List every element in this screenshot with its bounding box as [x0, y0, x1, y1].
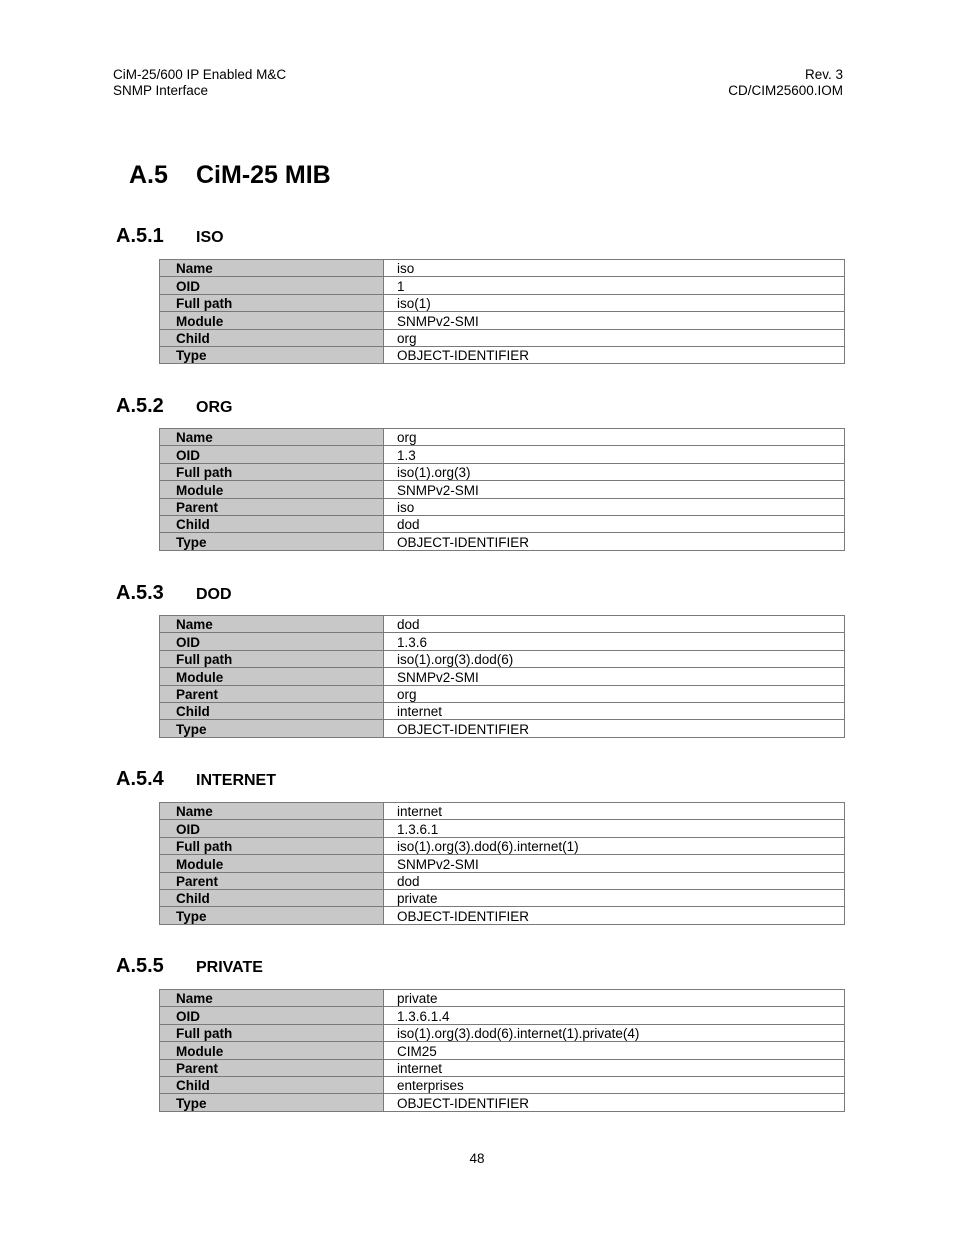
subsection-heading-dod	[116, 582, 232, 605]
row-value: OBJECT-IDENTIFIER	[384, 533, 845, 550]
subsection-title: PRIVATE	[196, 959, 263, 976]
row-value: 1	[384, 277, 845, 294]
row-value: 1.3	[384, 446, 845, 463]
header-document-title: CiM-25/600 IP Enabled M&C	[113, 67, 287, 82]
subsection-heading-iso	[116, 225, 224, 248]
subsection-title: ORG	[196, 399, 233, 416]
row-key: Parent	[160, 685, 384, 702]
mib-table-internet	[159, 802, 845, 925]
table-row	[160, 855, 845, 872]
header-right	[728, 67, 843, 99]
row-value: iso(1).org(3).dod(6).internet(1).private(4)	[384, 1024, 845, 1041]
row-key: Module	[160, 855, 384, 872]
table-row	[160, 668, 845, 685]
subsection-title: ISO	[196, 229, 224, 246]
table-row	[160, 329, 845, 346]
table-row	[160, 990, 845, 1007]
table-row	[160, 515, 845, 532]
row-key: Module	[160, 312, 384, 329]
row-key: Child	[160, 1076, 384, 1093]
table-row	[160, 1076, 845, 1093]
mib-table-org	[159, 428, 845, 551]
row-value: 1.3.6.1	[384, 820, 845, 837]
table-row	[160, 650, 845, 667]
table-row	[160, 1024, 845, 1041]
table-row	[160, 1094, 845, 1111]
row-value: SNMPv2-SMI	[384, 668, 845, 685]
section-heading	[129, 161, 331, 190]
row-key: Module	[160, 668, 384, 685]
row-key: Type	[160, 533, 384, 550]
table-row	[160, 616, 845, 633]
row-key: OID	[160, 277, 384, 294]
row-key: Full path	[160, 837, 384, 854]
row-value: enterprises	[384, 1076, 845, 1093]
row-value: org	[384, 685, 845, 702]
table-row	[160, 820, 845, 837]
row-value: SNMPv2-SMI	[384, 481, 845, 498]
row-value: dod	[384, 872, 845, 889]
row-key: Parent	[160, 498, 384, 515]
table-row	[160, 346, 845, 363]
row-key: OID	[160, 446, 384, 463]
table-row	[160, 1007, 845, 1024]
table-row	[160, 702, 845, 719]
section-number: A.5	[129, 161, 168, 189]
row-key: OID	[160, 820, 384, 837]
row-key: Type	[160, 907, 384, 924]
row-key: OID	[160, 1007, 384, 1024]
row-key: Name	[160, 429, 384, 446]
row-value: 1.3.6	[384, 633, 845, 650]
table-row	[160, 312, 845, 329]
header-revision: Rev. 3	[804, 67, 843, 82]
row-value: internet	[384, 1059, 845, 1076]
row-value: iso(1)	[384, 294, 845, 311]
row-key: Child	[160, 329, 384, 346]
row-key: Full path	[160, 650, 384, 667]
mib-table-private	[159, 989, 845, 1112]
row-value: private	[384, 990, 845, 1007]
row-value: private	[384, 889, 845, 906]
subsection-title: DOD	[196, 586, 232, 603]
subsection-heading-private	[116, 955, 263, 978]
section-title: CiM-25 MIB	[196, 161, 331, 189]
table-row	[160, 837, 845, 854]
row-value: CIM25	[384, 1042, 845, 1059]
subsection-number: A.5.1	[116, 225, 164, 247]
table-row	[160, 498, 845, 515]
row-key: Name	[160, 990, 384, 1007]
row-value: iso(1).org(3).dod(6)	[384, 650, 845, 667]
header-left	[113, 67, 286, 99]
row-key: Name	[160, 260, 384, 277]
subsection-number: A.5.4	[116, 768, 164, 790]
subsection-number: A.5.3	[116, 582, 164, 604]
row-value: OBJECT-IDENTIFIER	[384, 346, 845, 363]
row-value: org	[384, 329, 845, 346]
table-row	[160, 533, 845, 550]
row-key: Full path	[160, 1024, 384, 1041]
row-value: SNMPv2-SMI	[384, 855, 845, 872]
subsection-number: A.5.5	[116, 955, 164, 977]
header-document-subtitle: SNMP Interface	[113, 83, 209, 98]
page-number: 48	[469, 1151, 485, 1166]
row-value: iso	[384, 260, 845, 277]
row-key: Type	[160, 346, 384, 363]
row-value: SNMPv2-SMI	[384, 312, 845, 329]
mib-table-dod	[159, 615, 845, 738]
row-key: Parent	[160, 872, 384, 889]
row-value: iso	[384, 498, 845, 515]
row-key: Full path	[160, 463, 384, 480]
subsection-heading-internet	[116, 768, 276, 791]
table-row	[160, 685, 845, 702]
table-row	[160, 277, 845, 294]
row-value: OBJECT-IDENTIFIER	[384, 1094, 845, 1111]
table-row	[160, 907, 845, 924]
row-key: Type	[160, 1094, 384, 1111]
table-row	[160, 260, 845, 277]
subsection-title: INTERNET	[196, 772, 276, 789]
row-value: org	[384, 429, 845, 446]
row-key: Type	[160, 720, 384, 737]
table-row	[160, 446, 845, 463]
row-value: OBJECT-IDENTIFIER	[384, 720, 845, 737]
row-key: Child	[160, 515, 384, 532]
row-key: Parent	[160, 1059, 384, 1076]
table-row	[160, 1059, 845, 1076]
subsection-number: A.5.2	[116, 395, 164, 417]
header-document-code: CD/CIM25600.IOM	[728, 83, 843, 98]
table-row	[160, 872, 845, 889]
row-value: internet	[384, 803, 845, 820]
table-row	[160, 720, 845, 737]
table-row	[160, 633, 845, 650]
table-row	[160, 1042, 845, 1059]
row-value: dod	[384, 515, 845, 532]
table-row	[160, 294, 845, 311]
table-row	[160, 889, 845, 906]
row-key: Full path	[160, 294, 384, 311]
mib-table-iso	[159, 259, 845, 364]
row-key: Module	[160, 1042, 384, 1059]
row-key: OID	[160, 633, 384, 650]
table-row	[160, 463, 845, 480]
row-value: internet	[384, 702, 845, 719]
row-value: 1.3.6.1.4	[384, 1007, 845, 1024]
row-value: iso(1).org(3)	[384, 463, 845, 480]
table-row	[160, 481, 845, 498]
row-key: Name	[160, 616, 384, 633]
row-value: OBJECT-IDENTIFIER	[384, 907, 845, 924]
row-value: dod	[384, 616, 845, 633]
row-key: Name	[160, 803, 384, 820]
subsection-heading-org	[116, 395, 232, 418]
table-row	[160, 429, 845, 446]
row-key: Child	[160, 702, 384, 719]
table-row	[160, 803, 845, 820]
row-key: Child	[160, 889, 384, 906]
row-key: Module	[160, 481, 384, 498]
row-value: iso(1).org(3).dod(6).internet(1)	[384, 837, 845, 854]
